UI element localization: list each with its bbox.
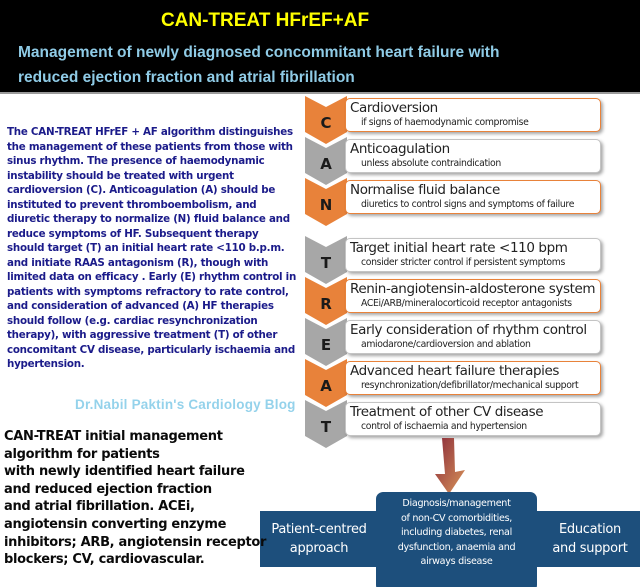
center-line: of non-CV comorbidities, — [400, 512, 513, 524]
blog-watermark: Dr.Nabil Paktin's Cardiology Blog — [75, 397, 296, 412]
step-box — [345, 361, 601, 395]
step-subtitle: consider stricter control if persistent symptoms — [361, 257, 565, 268]
center-line: airways disease — [420, 556, 493, 567]
caption-line: blockers; CV, cardiovascular. — [4, 552, 205, 568]
subtitle-line-2: reduced ejection fraction and atrial fibrillation — [18, 69, 355, 86]
step-subtitle: control of ischaemia and hypertension — [361, 421, 527, 432]
caption-line: CAN-TREAT initial management — [4, 429, 223, 444]
step-box — [345, 180, 601, 214]
step-letter: A — [320, 377, 332, 395]
step-title: Target initial heart rate <110 bpm — [350, 240, 568, 256]
step-title: Early consideration of rhythm control — [350, 322, 587, 338]
step-box — [345, 402, 601, 436]
step-letter: A — [320, 155, 332, 173]
figure-caption — [4, 428, 294, 569]
caption-line: and reduced ejection fraction — [4, 481, 212, 497]
band-left-line: approach — [289, 541, 349, 556]
subtitle-line-1: Management of newly diagnosed concommitant heart failure with — [18, 44, 500, 61]
step-box — [345, 139, 601, 173]
step-anticoagulation — [305, 139, 605, 179]
step-treat-other-cv — [305, 402, 605, 442]
step-letter: T — [320, 254, 332, 272]
step-raas — [305, 279, 605, 319]
step-title: Treatment of other CV disease — [350, 404, 544, 420]
band-right-line: and support — [552, 541, 628, 556]
step-early-rhythm-control — [305, 320, 605, 360]
caption-line: inhibitors; ARB, angiotensin receptor — [4, 534, 267, 550]
step-title: Normalise fluid balance — [350, 182, 500, 198]
step-letter: T — [320, 418, 332, 436]
step-subtitle: resynchronization/defibrillator/mechanical support — [361, 380, 579, 391]
caption-line: with newly identified heart failure — [4, 464, 245, 480]
step-subtitle: ACEi/ARB/mineralocorticoid receptor antagonists — [361, 298, 572, 309]
center-line: including diabetes, renal — [401, 527, 512, 538]
step-subtitle: diuretics to control signs and symptoms of failure — [361, 199, 575, 210]
caption-line: algorithm for patients — [4, 446, 160, 462]
education-and-support — [542, 511, 638, 567]
step-box — [345, 320, 601, 354]
header-banner — [0, 0, 640, 94]
step-title: Anticoagulation — [350, 141, 450, 157]
step-letter: R — [320, 295, 332, 313]
center-line: Diagnosis/management — [402, 498, 511, 509]
arrow-down-icon — [433, 438, 467, 494]
band-left-line: Patient-centred — [271, 522, 367, 537]
step-title: Cardioversion — [350, 100, 438, 116]
non-cv-comorbidities-box — [376, 492, 537, 587]
band-right-line: Education — [558, 522, 621, 537]
center-line: dysfunction, anaemia and — [397, 541, 516, 553]
step-cardioversion — [305, 98, 605, 138]
caption-line: angiotensin converting enzyme — [4, 516, 227, 532]
step-box — [345, 279, 601, 313]
step-normalise-fluid — [305, 180, 605, 220]
page-title: CAN-TREAT HFrEF+AF — [160, 10, 370, 31]
step-letter: N — [319, 196, 333, 214]
page-subtitle — [18, 40, 638, 90]
step-box — [345, 238, 601, 272]
step-subtitle: unless absolute contraindication — [361, 158, 501, 169]
step-box — [345, 98, 601, 132]
step-title: Advanced heart failure therapies — [350, 363, 560, 379]
caption-line: and atrial fibrillation. ACEi, — [4, 499, 195, 515]
algorithm-description: The CAN-TREAT HFrEF + AF algorithm distinguishes the management of these patients from those with sinus rhythm. The presence of haemodynamic instability should be treated with urgent cardioversion (C). Anticoagulation (A) should be instituted to prevent thromboembolism, and diuretic therapy to normalize (N) fluid balance and reduce symptoms of HF. Subsequent therapy should target (T) an initial heart rate <110 b.p.m. and initiate RAAS antagonism (R), though with limited data on efficacy . Early (E) rhythm control in patients with symptoms refractory to rate control, and consideration of advanced (A) HF therapies should follow (e.g. cardiac resynchronization therapy), with aggressive treatment (T) of other concomitant CV disease, particularly ischaemia and hypertension. — [7, 126, 297, 370]
step-advanced-hf-therapies — [305, 361, 605, 401]
step-letter: C — [320, 114, 332, 132]
step-title: Renin-angiotensin-aldosterone system — [350, 281, 596, 297]
step-subtitle: if signs of haemodynamic compromise — [361, 117, 529, 128]
step-subtitle: amiodarone/cardioversion and ablation — [361, 339, 531, 350]
step-target-heart-rate — [305, 238, 605, 278]
step-letter: E — [320, 336, 332, 354]
